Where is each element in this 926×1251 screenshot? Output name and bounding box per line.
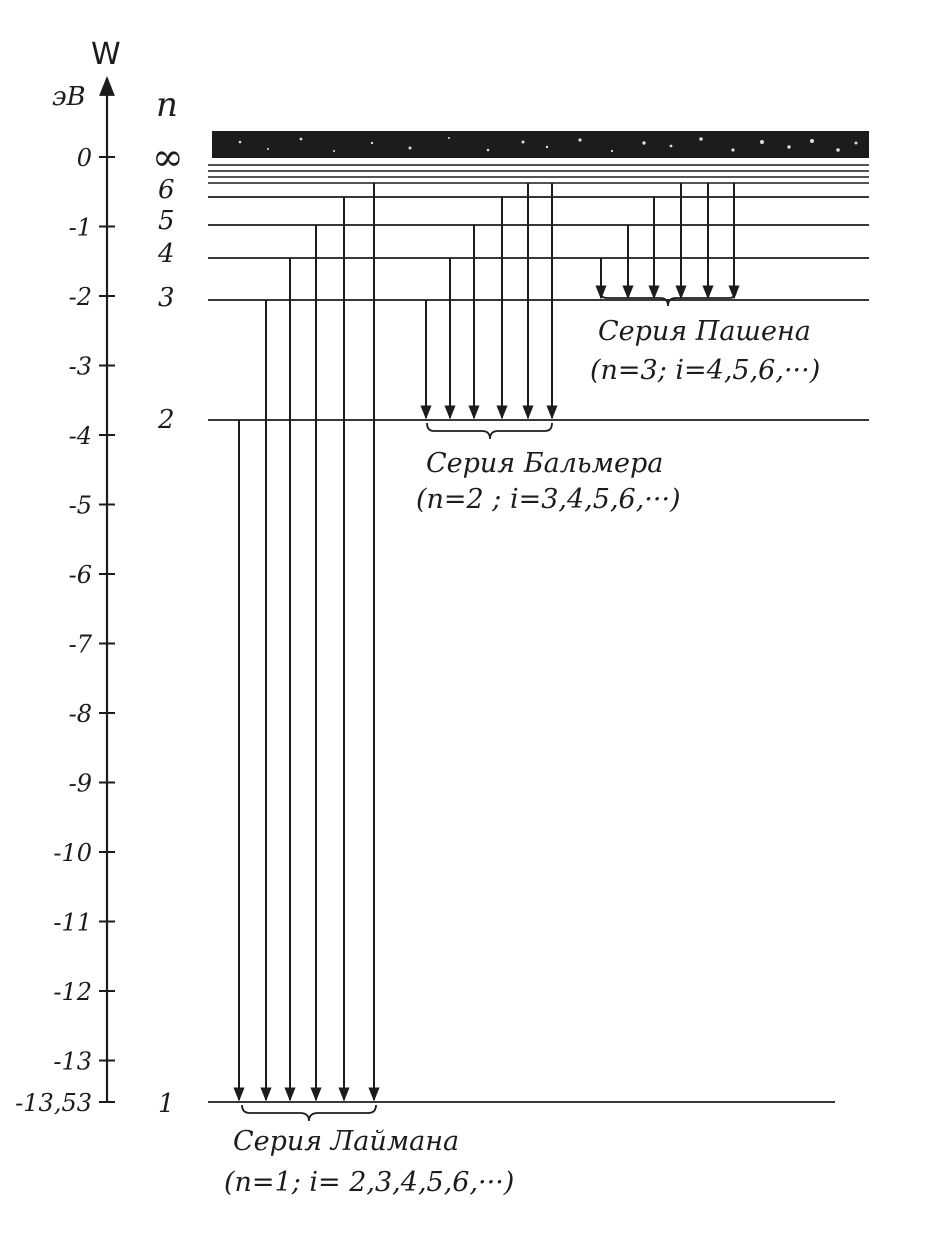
paschen-series-formula: (n=3; i=4,5,6,···) [590, 355, 821, 386]
axis-tick-label: -10 [53, 839, 92, 867]
axis-ticks [15, 144, 115, 1117]
high-levels [208, 165, 869, 183]
axis-tick-label: -6 [68, 561, 92, 589]
axis-tick-label: -3 [68, 352, 92, 381]
level-n-label: 6 [158, 175, 175, 205]
axis-tick-label: -7 [68, 630, 92, 659]
series-paschen [590, 290, 820, 386]
paschen-brace [600, 290, 736, 306]
axis-tick-label: -1 [68, 213, 92, 242]
lyman-brace [242, 1105, 376, 1121]
balmer-series-name: Серия Бальмера [426, 448, 664, 479]
balmer-brace [427, 423, 552, 439]
balmer-series-formula: (n=2 ; i=3,4,5,6,···) [416, 484, 681, 515]
level-n-label: 4 [158, 239, 175, 269]
lyman-series-formula: (n=1; i= 2,3,4,5,6,···) [224, 1167, 515, 1198]
axis-tick-label: -12 [53, 978, 92, 1006]
lyman-series-name: Серия Лаймана [233, 1126, 460, 1157]
level-n-label: 3 [158, 283, 175, 313]
axis-tick-label: -9 [68, 769, 92, 798]
series-balmer [416, 423, 681, 515]
axis-tick-label: -5 [68, 491, 92, 520]
level-n-label: 5 [158, 206, 175, 236]
axis-tick-label: -2 [68, 283, 92, 311]
axis-tick-label: -4 [68, 422, 92, 450]
axis-tick-label: -13 [53, 1047, 92, 1076]
energy-axis [15, 37, 121, 1117]
paschen-series-name: Серия Пашена [598, 316, 811, 347]
axis-tick-label: -11 [53, 908, 92, 937]
axis-tick-label: 0 [76, 144, 92, 172]
axis-quantity-label: W [91, 37, 121, 72]
series-lyman [224, 1105, 514, 1198]
level-n-label: ∞ [152, 135, 184, 179]
level-header: n [156, 85, 178, 125]
axis-tick-label: -13,53 [15, 1089, 92, 1117]
continuum-band [212, 131, 869, 158]
axis-unit-label: эВ [52, 82, 86, 112]
energy-levels [152, 135, 869, 1119]
axis-tick-label: -8 [68, 700, 92, 728]
level-n-label: 2 [158, 405, 175, 435]
level-n-label: 1 [158, 1089, 175, 1119]
